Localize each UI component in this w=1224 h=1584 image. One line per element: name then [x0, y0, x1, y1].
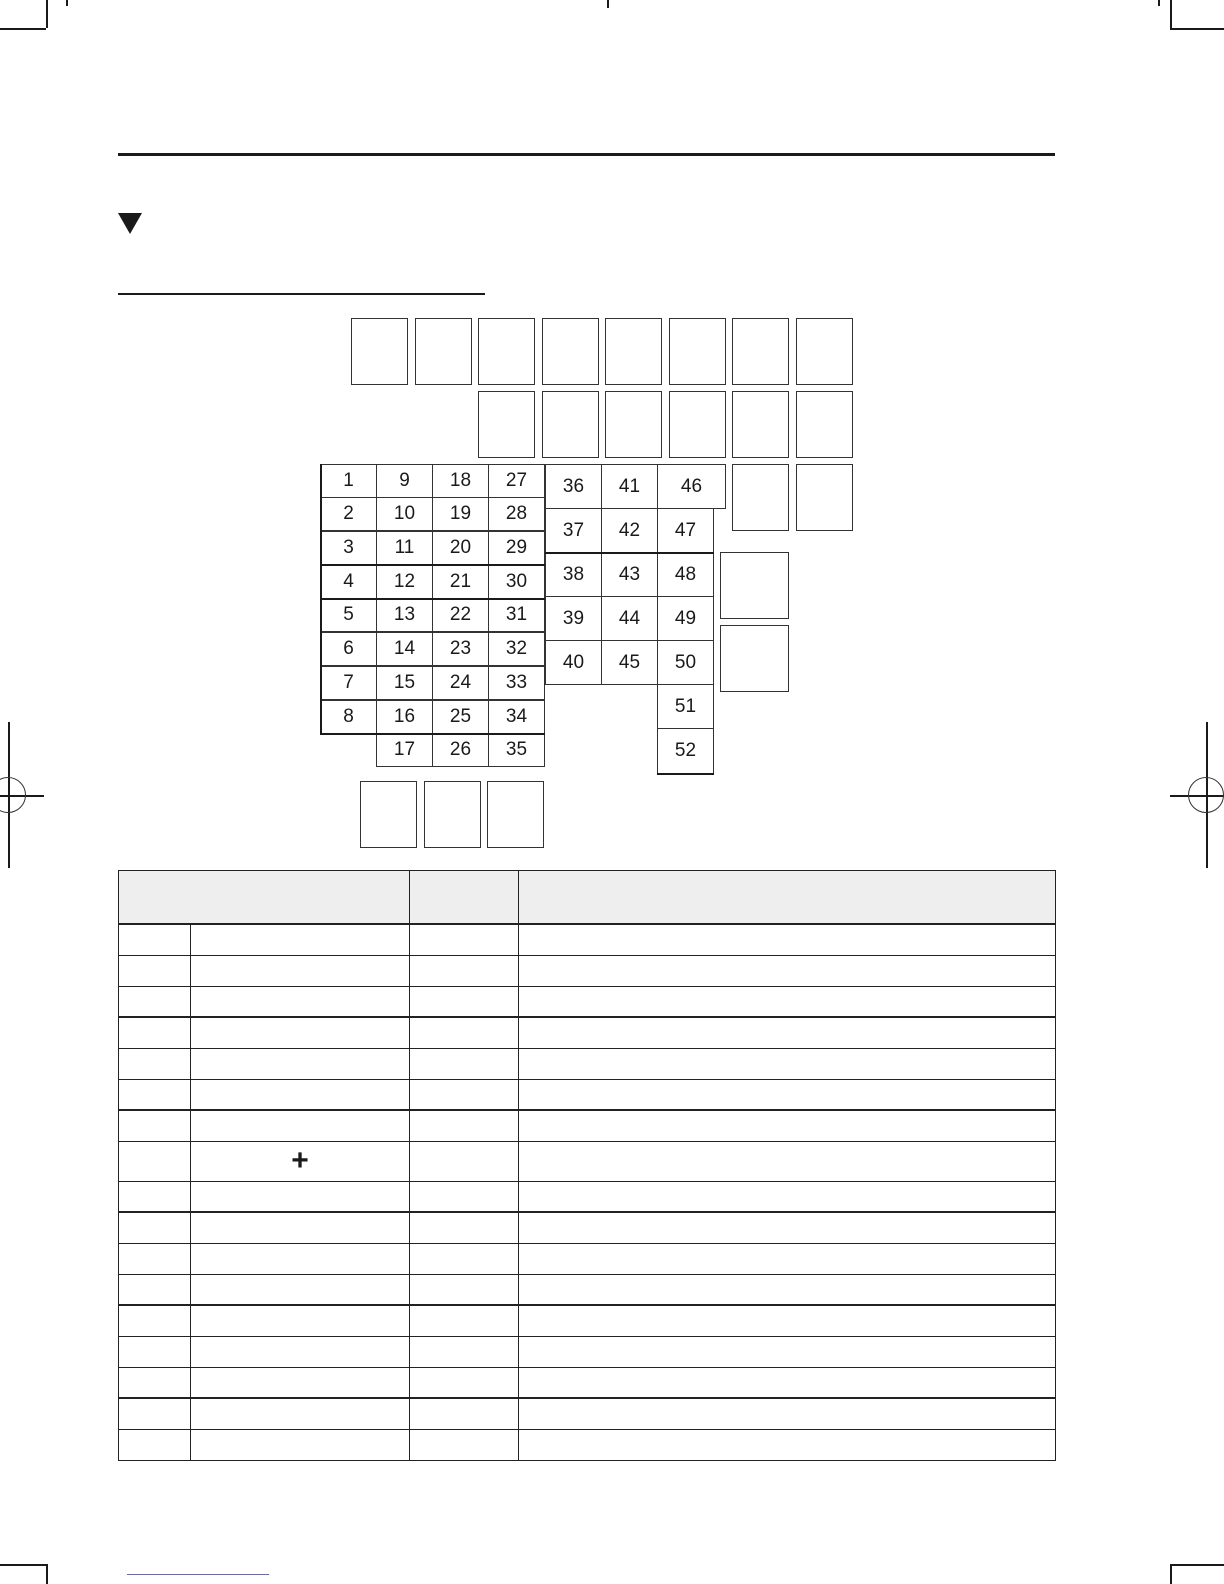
relay-box — [542, 318, 599, 385]
table-header-row — [119, 871, 1056, 925]
fuse-cell: 35 — [488, 733, 545, 767]
fuse-cell: 46 — [657, 464, 726, 509]
relay-box — [487, 781, 544, 848]
table-row — [119, 1367, 1056, 1398]
fuse-cell: 21 — [432, 565, 489, 599]
table-row — [119, 1181, 1056, 1212]
table-row — [119, 1212, 1056, 1243]
fuse-cell: 41 — [601, 464, 658, 509]
relay-box — [351, 318, 408, 385]
relay-box — [605, 391, 662, 458]
fuse-cell: 16 — [376, 700, 433, 734]
fuse-cell: 10 — [376, 497, 433, 531]
fuse-cell: 37 — [545, 508, 602, 553]
table-row — [119, 1429, 1056, 1460]
relay-box — [360, 781, 417, 848]
table-row — [119, 1243, 1056, 1274]
table-row — [119, 1274, 1056, 1305]
fuse-cell: 42 — [601, 508, 658, 553]
fuse-cell: 9 — [376, 464, 433, 498]
fuse-cell: 23 — [432, 632, 489, 666]
table-row — [119, 986, 1056, 1017]
fuse-cell: 44 — [601, 596, 658, 641]
fuse-cell: 20 — [432, 531, 489, 565]
fuse-cell: 19 — [432, 497, 489, 531]
fuse-cell: 15 — [376, 666, 433, 700]
fuse-cell: 49 — [657, 596, 714, 641]
relay-box — [415, 318, 472, 385]
header-rule — [118, 153, 1055, 156]
fuse-cell: 47 — [657, 508, 714, 553]
subheading-rule — [118, 293, 485, 295]
relay-box — [424, 781, 481, 848]
table-header-cell — [410, 871, 519, 925]
relay-box — [732, 464, 789, 531]
table-header-cell — [119, 871, 410, 925]
relay-box — [732, 391, 789, 458]
fuse-cell: 8 — [320, 700, 377, 734]
fuse-cell: 5 — [320, 598, 377, 632]
relay-box — [542, 391, 599, 458]
table-row — [119, 1079, 1056, 1110]
table-header-cell — [519, 871, 1056, 925]
table-row — [119, 924, 1056, 955]
table-row — [119, 1305, 1056, 1336]
table-row — [119, 1141, 1056, 1181]
fuse-cell: 4 — [320, 565, 377, 599]
fuse-cell: 3 — [320, 531, 377, 565]
table-row — [119, 955, 1056, 986]
crop-mark-top-center — [607, 0, 609, 8]
fuse-cell: 27 — [488, 464, 545, 498]
fuse-cell: 48 — [657, 552, 714, 597]
fuse-cell: 1 — [320, 464, 377, 498]
fuse-cell: 30 — [488, 565, 545, 599]
fuse-cell: 45 — [601, 640, 658, 685]
fuse-cell: 32 — [488, 632, 545, 666]
table-row — [119, 1336, 1056, 1367]
relay-box — [720, 552, 789, 619]
fuse-cell: 24 — [432, 666, 489, 700]
fuse-cell: 28 — [488, 497, 545, 531]
relay-box — [669, 391, 726, 458]
fuse-cell: 33 — [488, 666, 545, 700]
fuse-cell: 40 — [545, 640, 602, 685]
fuse-cell: 22 — [432, 598, 489, 632]
fuse-cell: 25 — [432, 700, 489, 734]
fuse-cell: 7 — [320, 666, 377, 700]
relay-box — [720, 625, 789, 692]
table-row — [119, 1048, 1056, 1079]
fuse-cell: 36 — [545, 464, 602, 509]
fuse-cell: 18 — [432, 464, 489, 498]
fuse-cell: 2 — [320, 497, 377, 531]
fuse-cell: 29 — [488, 531, 545, 565]
plus-symbol: + — [291, 1144, 309, 1177]
fuse-cell: 6 — [320, 632, 377, 666]
fuse-cell: 31 — [488, 598, 545, 632]
fuse-cell: 52 — [657, 728, 714, 774]
relay-box — [478, 318, 535, 385]
relay-box — [796, 464, 853, 531]
relay-box — [732, 318, 789, 385]
relay-box — [605, 318, 662, 385]
fuse-cell: 43 — [601, 552, 658, 597]
table-row — [119, 1017, 1056, 1048]
fuse-cell: 12 — [376, 565, 433, 599]
table-row — [119, 1398, 1056, 1429]
fuse-cell: 50 — [657, 640, 714, 685]
fuse-cell: 11 — [376, 531, 433, 565]
footer-link-underline[interactable] — [127, 1574, 269, 1575]
fuse-cell: 51 — [657, 684, 714, 729]
relay-box — [796, 318, 853, 385]
table-row — [119, 1110, 1056, 1141]
fuse-cell: 34 — [488, 700, 545, 734]
fuse-table — [118, 870, 1056, 1461]
relay-box — [669, 318, 726, 385]
fuse-cell: 14 — [376, 632, 433, 666]
relay-box — [478, 391, 535, 458]
fuse-cell: 13 — [376, 598, 433, 632]
fuse-cell: 26 — [432, 733, 489, 767]
fuse-cell: 39 — [545, 596, 602, 641]
fuse-cell: 38 — [545, 552, 602, 597]
relay-box — [796, 391, 853, 458]
fuse-cell: 17 — [376, 733, 433, 767]
down-triangle-icon — [118, 213, 142, 234]
